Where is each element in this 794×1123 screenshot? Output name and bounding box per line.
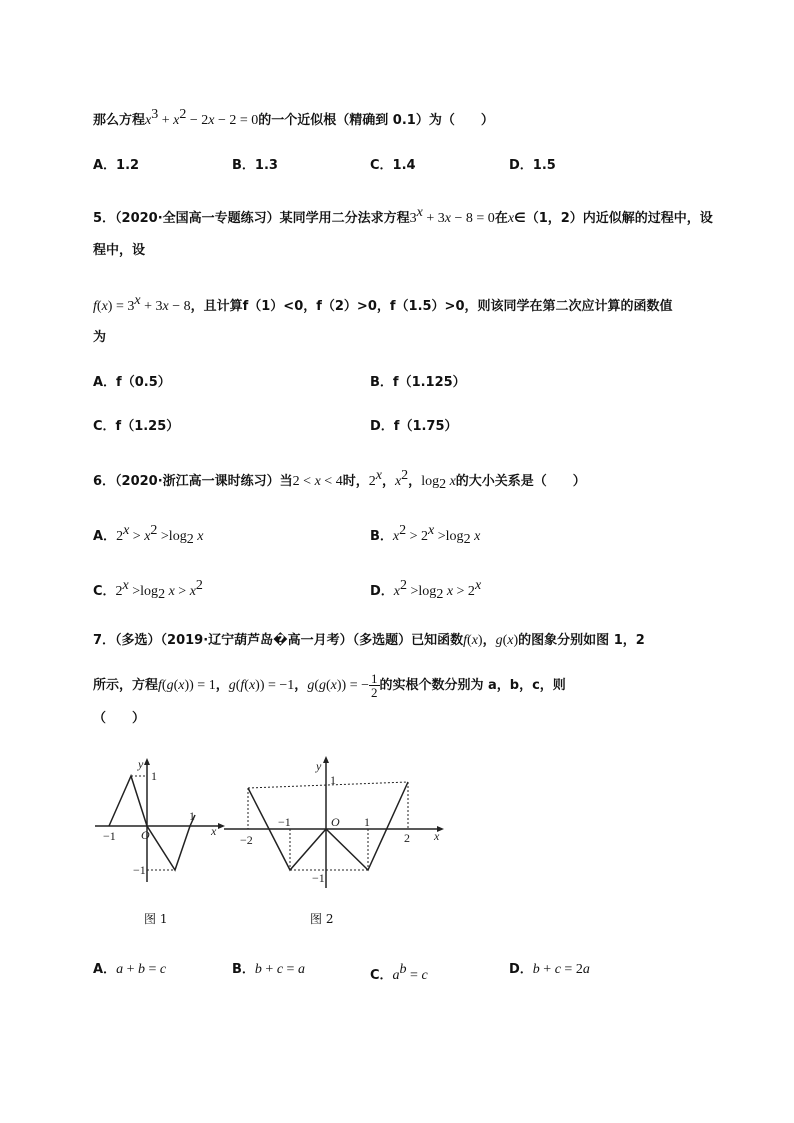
q7-option-d: D．b + c = 2a: [509, 962, 590, 977]
q7-option-a: A．a + b = c: [93, 962, 167, 977]
fig1-y-arrow: [144, 758, 150, 765]
fig2-dash-top: [248, 782, 408, 788]
q4-stem: 那么方程$x^3 + x^2 - 2x - 2 = 0$的一个近似根（精确到 0.1）为（ ）: [93, 107, 494, 128]
q5-option-a: A．f（0.5）: [93, 375, 171, 390]
fig2-label-two: 2: [404, 831, 410, 845]
q5-stem-line2: 程中，设: [93, 243, 146, 258]
q5-stem-line3: $f(x) = 3^x + 3x - 8$，且计算f（1）<0，f（2）>0，f（1.5）>0，则该同学在第二次应计算的函数值: [93, 293, 673, 314]
q5-stem-line1: 5．（2020·全国高一专题练习）某同学用二分法求方程$3^x + 3x - 8 = 0$在x∈（1，2）内近似解的过程中，设: [93, 205, 713, 226]
q6-option-b: B．$x^2 > 2^x >\log_2$ x: [370, 523, 481, 547]
q6-stem: 6．（2020·浙江高一课时练习）当2 < x < 4时，2$^x$，$x^2$，$\log_2 x$的大小关系是（ ）: [93, 468, 586, 492]
q5-option-d: D．f（1.75）: [370, 419, 458, 434]
fig1-label-neg1-y: −1: [133, 863, 146, 877]
fig1-label-one-y: 1: [151, 769, 157, 783]
q4-option-a: A．1.2: [93, 158, 140, 173]
fig1-label-y: y: [138, 757, 144, 771]
q4-option-c: C．1.4: [370, 158, 416, 173]
fig2-label-y: y: [316, 759, 322, 773]
q5-stem-line4: 为: [93, 330, 107, 345]
fig1-label-one-x: 1: [189, 809, 195, 823]
fig2-label-x: x: [434, 829, 440, 843]
q7-stem-line1: 7．（多选）（2019·辽宁葫芦岛�高一月考）（多选题）已知函数f(x)，g(x)的图象分别如图 1，2: [93, 633, 645, 648]
q7-stem-line2: 所示，方程f(g(x)) = 1，g(f(x)) = −1，g(g(x)) = − $\frac{1}{2}$ 的实根个数分别为 a，b，c，则: [93, 671, 566, 700]
figure-1-graph: [93, 752, 228, 887]
fig1-label-x: x: [211, 824, 217, 838]
fig2-label-origin: O: [331, 815, 340, 829]
figure-2-caption: 图 2: [310, 912, 334, 926]
fig2-label-neg1-y: −1: [312, 871, 325, 885]
q7-option-b: B．b + c = a: [232, 962, 305, 977]
q7-stem-line3: （ ）: [93, 711, 146, 726]
fig1-function-curve: [109, 776, 195, 870]
q4-option-d: D．1.5: [509, 158, 556, 173]
q6-option-c: C．$2^x >\log_2$ $x > x^2$: [93, 578, 203, 602]
fig1-label-neg1-x: −1: [103, 829, 116, 843]
q6-option-a: A．$2^x > x^2 >\log_2$ x: [93, 523, 204, 547]
fig2-label-neg2: −2: [240, 833, 253, 847]
figure-1-caption: 图 1: [144, 912, 168, 926]
fig2-y-arrow: [323, 756, 329, 763]
figure-2-graph: [222, 752, 447, 892]
fig2-label-neg1-x: −1: [278, 815, 291, 829]
fig2-label-one-x: 1: [364, 815, 370, 829]
q5-option-b: B．f（1.125）: [370, 375, 466, 390]
q6-option-d: D．$x^2 >\log_2$ $x > 2^x$: [370, 578, 482, 602]
fig2-label-one-y: 1: [330, 773, 336, 787]
fig2-function-curve: [248, 782, 408, 870]
q5-option-c: C．f（1.25）: [93, 419, 180, 434]
q4-option-b: B．1.3: [232, 158, 278, 173]
fig1-label-origin: O: [141, 828, 150, 842]
q7-option-c: C．$a^b = c$: [370, 962, 428, 983]
